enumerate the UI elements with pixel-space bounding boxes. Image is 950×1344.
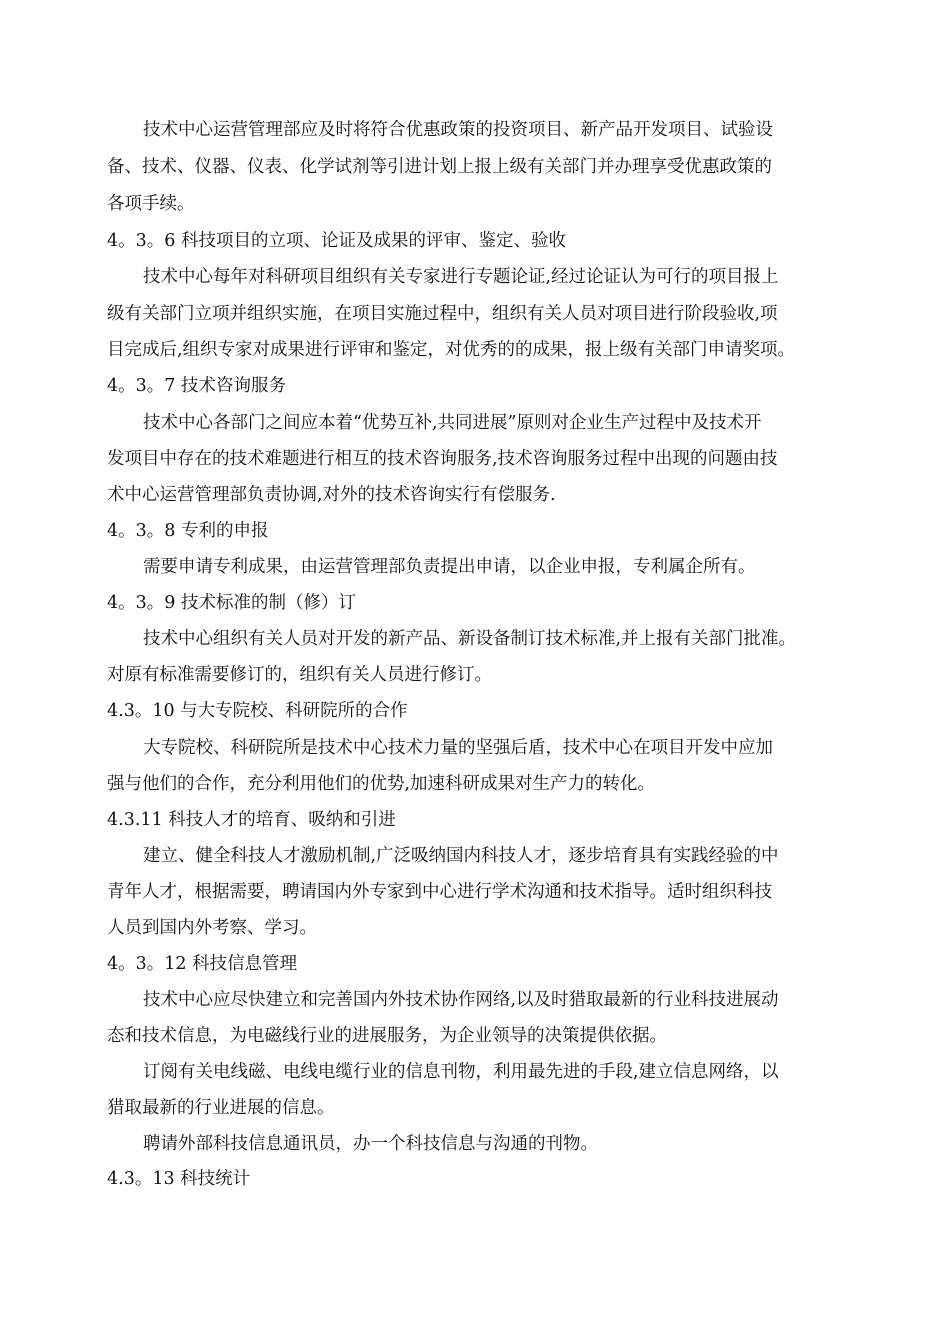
paragraph-line: 订阅有关电线磁、电线电缆行业的信息刊物，利用最先进的手段,建立信息网络，以 bbox=[143, 1062, 779, 1082]
paragraph-line: 发项目中存在的技术难题进行相互的技术咨询服务,技术咨询服务过程中出现的问题由技 bbox=[107, 449, 778, 469]
paragraph-line: 聘请外部科技信息通讯员，办一个科技信息与沟通的刊物。 bbox=[143, 1134, 598, 1154]
paragraph-line: 技术中心运营管理部应及时将符合优惠政策的投资项目、新产品开发项目、试验设 bbox=[143, 120, 773, 140]
paragraph-line: 对原有标准需要修订的，组织有关人员进行修订。 bbox=[107, 665, 492, 685]
section-heading: 4.3。13 科技统计 bbox=[107, 1169, 251, 1189]
paragraph-line: 建立、健全科技人才激励机制,广泛吸纳国内科技人才，逐步培育具有实践经验的中 bbox=[143, 846, 779, 866]
paragraph-line: 大专院校、科研院所是技术中心技术力量的坚强后盾，技术中心在项目开发中应加 bbox=[143, 738, 773, 758]
section-heading: 4。3。8 专利的申报 bbox=[107, 521, 269, 541]
section-heading: 4.3.11 科技人才的培育、吸纳和引进 bbox=[107, 810, 396, 830]
paragraph-line: 技术中心应尽快建立和完善国内外技术协作网络,以及时猎取最新的行业科技进展动 bbox=[143, 990, 779, 1010]
paragraph-line: 猎取最新的行业进展的信息。 bbox=[107, 1098, 335, 1118]
paragraph-line: 备、技术、仪器、仪表、化学试剂等引进计划上报上级有关部门并办理享受优惠政策的 bbox=[107, 157, 772, 177]
section-heading: 4.3。10 与大专院校、科研院所的合作 bbox=[107, 701, 408, 721]
paragraph-line: 态和技术信息，为电磁线行业的进展服务，为企业领导的决策提供依据。 bbox=[107, 1026, 667, 1046]
section-heading: 4。3。12 科技信息管理 bbox=[107, 954, 298, 974]
paragraph-line: 强与他们的合作，充分利用他们的优势,加速科研成果对生产力的转化。 bbox=[107, 774, 656, 794]
paragraph-line: 技术中心组织有关人员对开发的新产品、新设备制订技术标准,并上报有关部门批准。 bbox=[143, 629, 797, 649]
paragraph-line: 级有关部门立项并组织实施，在项目实施过程中，组织有关人员对项目进行阶段验收,项 bbox=[107, 304, 778, 324]
paragraph-line: 目完成后,组织专家对成果进行评审和鉴定，对优秀的的成果，报上级有关部门申请奖项。 bbox=[107, 340, 796, 360]
paragraph-line: 术中心运营管理部负责协调,对外的技术咨询实行有偿服务. bbox=[107, 485, 556, 505]
paragraph-line: 青年人才，根据需要，聘请国内外专家到中心进行学术沟通和技术指导。适时组织科技 bbox=[107, 882, 772, 902]
paragraph-line: 技术中心各部门之间应本着“优势互补,共同进展”原则对企业生产过程中及技术开 bbox=[143, 413, 762, 433]
section-heading: 4。3。6 科技项目的立项、论证及成果的评审、鉴定、验收 bbox=[107, 231, 566, 251]
section-heading: 4。3。9 技术标准的制（修）订 bbox=[107, 593, 356, 613]
section-heading: 4。3。7 技术咨询服务 bbox=[107, 376, 286, 396]
paragraph-line: 人员到国内外考察、学习。 bbox=[107, 918, 317, 938]
paragraph-line: 需要申请专利成果，由运营管理部负责提出申请，以企业申报，专利属企所有。 bbox=[143, 557, 756, 577]
paragraph-line: 各项手续。 bbox=[107, 194, 195, 214]
paragraph-line: 技术中心每年对科研项目组织有关专家进行专题论证,经过论证认为可行的项目报上 bbox=[143, 267, 779, 287]
